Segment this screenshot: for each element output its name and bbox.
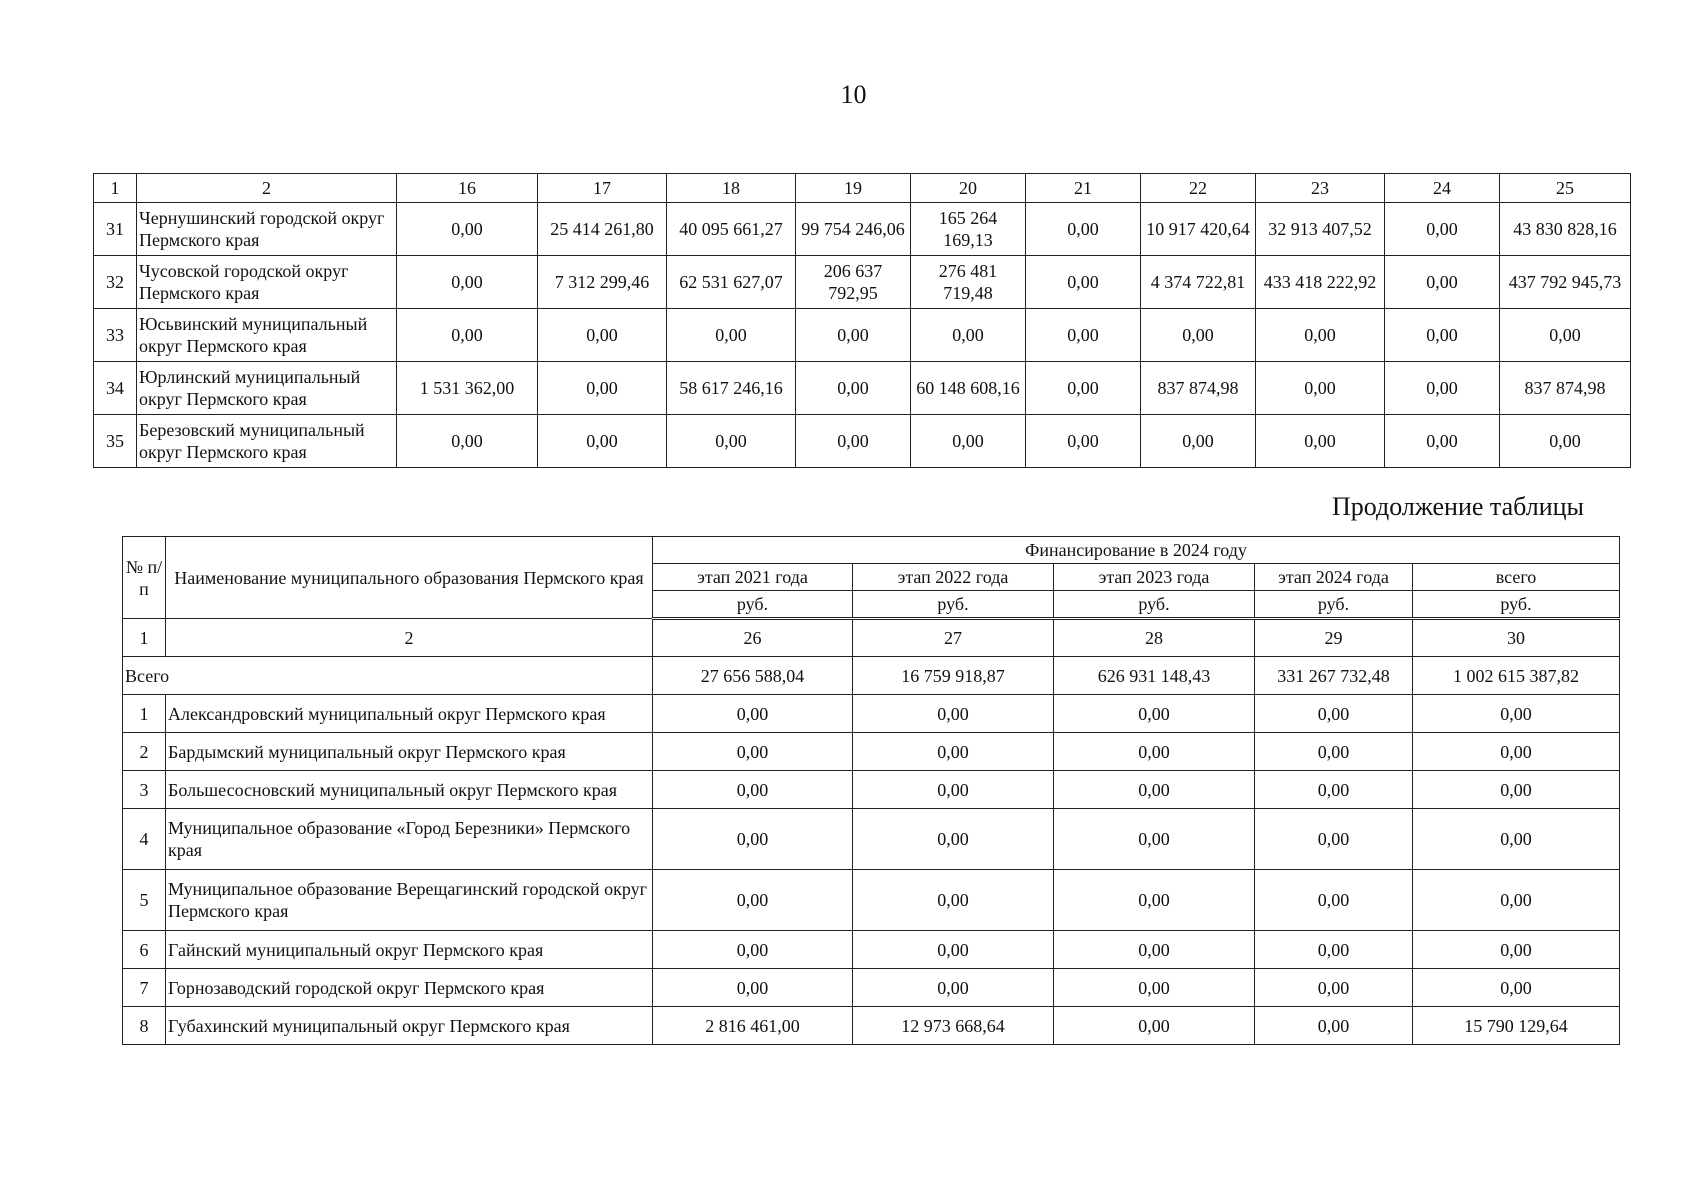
value-cell: 0,00	[1255, 733, 1413, 771]
row-number: 6	[123, 931, 166, 969]
row-number: 32	[94, 256, 137, 309]
value-cell: 0,00	[1413, 809, 1620, 870]
value-cell: 0,00	[1413, 931, 1620, 969]
value-cell: 0,00	[1413, 733, 1620, 771]
table-row	[123, 695, 1620, 733]
row-number: 7	[123, 969, 166, 1007]
value-cell: 0,00	[1255, 931, 1413, 969]
value-cell: 4 374 722,81	[1141, 256, 1256, 309]
column-index: 24	[1385, 174, 1500, 203]
stage-header: этап 2023 года	[1054, 564, 1255, 591]
value-cell: 206 637 792,95	[796, 256, 911, 309]
value-cell: 0,00	[1413, 695, 1620, 733]
municipality-name: Муниципальное образование Верещагинский городской округ Пермского края	[166, 870, 653, 931]
value-cell: 0,00	[911, 415, 1026, 468]
value-cell: 0,00	[1385, 362, 1500, 415]
municipality-name: Александровский муниципальный округ Пермского края	[166, 695, 653, 733]
value-cell: 0,00	[1026, 309, 1141, 362]
index-row	[123, 619, 1620, 657]
unit-label: руб.	[1413, 591, 1620, 619]
value-cell: 0,00	[397, 256, 538, 309]
value-cell: 0,00	[653, 733, 853, 771]
value-cell: 0,00	[1500, 309, 1631, 362]
value-cell: 0,00	[853, 969, 1054, 1007]
value-cell: 0,00	[538, 415, 667, 468]
value-cell: 0,00	[1385, 309, 1500, 362]
value-cell: 0,00	[853, 733, 1054, 771]
value-cell: 0,00	[1054, 809, 1255, 870]
column-header-name: Наименование муниципального образования Пермского края	[166, 537, 653, 619]
column-index: 2	[137, 174, 397, 203]
municipality-name: Большесосновский муниципальный округ Пермского края	[166, 771, 653, 809]
value-cell: 25 414 261,80	[538, 203, 667, 256]
column-index: 29	[1255, 619, 1413, 657]
row-number: 5	[123, 870, 166, 931]
value-cell: 0,00	[796, 362, 911, 415]
value-cell: 0,00	[1255, 1007, 1413, 1045]
value-cell: 0,00	[1413, 870, 1620, 931]
value-cell: 0,00	[1255, 969, 1413, 1007]
value-cell: 0,00	[653, 870, 853, 931]
value-cell: 0,00	[653, 969, 853, 1007]
column-index: 1	[123, 619, 166, 657]
value-cell: 837 874,98	[1141, 362, 1256, 415]
value-cell: 0,00	[1385, 256, 1500, 309]
value-cell: 0,00	[853, 809, 1054, 870]
unit-label: руб.	[1054, 591, 1255, 619]
table-row	[94, 256, 1631, 309]
value-cell: 0,00	[1054, 695, 1255, 733]
table-row	[123, 771, 1620, 809]
value-cell: 0,00	[1385, 203, 1500, 256]
column-index: 23	[1256, 174, 1385, 203]
value-cell: 0,00	[397, 415, 538, 468]
table-row	[123, 733, 1620, 771]
stage-header: всего	[1413, 564, 1620, 591]
value-cell: 0,00	[1256, 362, 1385, 415]
stage-header: этап 2021 года	[653, 564, 853, 591]
column-index: 21	[1026, 174, 1141, 203]
stage-header: этап 2022 года	[853, 564, 1054, 591]
value-cell: 58 617 246,16	[667, 362, 796, 415]
column-index: 22	[1141, 174, 1256, 203]
value-cell: 0,00	[1413, 771, 1620, 809]
table-row	[94, 309, 1631, 362]
table-row	[94, 203, 1631, 256]
total-value: 626 931 148,43	[1054, 657, 1255, 695]
value-cell: 0,00	[1500, 415, 1631, 468]
value-cell: 0,00	[1026, 203, 1141, 256]
unit-label: руб.	[853, 591, 1054, 619]
value-cell: 437 792 945,73	[1500, 256, 1631, 309]
value-cell: 0,00	[1256, 309, 1385, 362]
row-number: 31	[94, 203, 137, 256]
value-cell: 43 830 828,16	[1500, 203, 1631, 256]
value-cell: 0,00	[667, 309, 796, 362]
table-row	[94, 362, 1631, 415]
column-index: 27	[853, 619, 1054, 657]
value-cell: 32 913 407,52	[1256, 203, 1385, 256]
total-row	[123, 657, 1620, 695]
value-cell: 10 917 420,64	[1141, 203, 1256, 256]
row-number: 35	[94, 415, 137, 468]
column-index: 16	[397, 174, 538, 203]
value-cell: 0,00	[1026, 415, 1141, 468]
column-index: 2	[166, 619, 653, 657]
value-cell: 0,00	[1255, 771, 1413, 809]
value-cell: 0,00	[1255, 695, 1413, 733]
value-cell: 0,00	[1141, 309, 1256, 362]
column-header-num: № п/п	[123, 537, 166, 619]
row-number: 8	[123, 1007, 166, 1045]
value-cell: 0,00	[1054, 733, 1255, 771]
row-number: 2	[123, 733, 166, 771]
page-number: 10	[840, 80, 867, 109]
table-row	[94, 415, 1631, 468]
value-cell: 433 418 222,92	[1256, 256, 1385, 309]
value-cell: 0,00	[1026, 362, 1141, 415]
top-table	[93, 173, 1631, 468]
total-value: 16 759 918,87	[853, 657, 1054, 695]
municipality-name: Гайнский муниципальный округ Пермского края	[166, 931, 653, 969]
value-cell: 0,00	[1255, 809, 1413, 870]
value-cell: 40 095 661,27	[667, 203, 796, 256]
column-index: 25	[1500, 174, 1631, 203]
total-label: Всего	[123, 657, 653, 695]
value-cell: 0,00	[397, 309, 538, 362]
column-index: 17	[538, 174, 667, 203]
unit-label: руб.	[1255, 591, 1413, 619]
value-cell: 0,00	[653, 695, 853, 733]
municipality-name: Муниципальное образование «Город Березники» Пермского края	[166, 809, 653, 870]
table-row	[123, 931, 1620, 969]
table-row	[123, 809, 1620, 870]
value-cell: 62 531 627,07	[667, 256, 796, 309]
value-cell: 15 790 129,64	[1413, 1007, 1620, 1045]
column-index: 19	[796, 174, 911, 203]
value-cell: 0,00	[1054, 771, 1255, 809]
column-index: 18	[667, 174, 796, 203]
value-cell: 0,00	[1054, 931, 1255, 969]
value-cell: 60 148 608,16	[911, 362, 1026, 415]
value-cell: 0,00	[853, 771, 1054, 809]
continuation-title: Продолжение таблицы	[1332, 492, 1584, 521]
value-cell: 0,00	[853, 870, 1054, 931]
value-cell: 7 312 299,46	[538, 256, 667, 309]
column-index: 30	[1413, 619, 1620, 657]
table-row	[123, 969, 1620, 1007]
stage-header: этап 2024 года	[1255, 564, 1413, 591]
value-cell: 837 874,98	[1500, 362, 1631, 415]
value-cell: 0,00	[853, 931, 1054, 969]
group-header: Финансирование в 2024 году	[653, 537, 1620, 564]
municipality-name: Чусовской городской округ Пермского края	[137, 256, 397, 309]
value-cell: 0,00	[667, 415, 796, 468]
value-cell: 0,00	[1413, 969, 1620, 1007]
unit-label: руб.	[653, 591, 853, 619]
column-index: 28	[1054, 619, 1255, 657]
municipality-name: Юсьвинский муниципальный округ Пермского края	[137, 309, 397, 362]
value-cell: 99 754 246,06	[796, 203, 911, 256]
municipality-name: Горнозаводский городской округ Пермского края	[166, 969, 653, 1007]
value-cell: 12 973 668,64	[853, 1007, 1054, 1045]
value-cell: 0,00	[1256, 415, 1385, 468]
total-value: 27 656 588,04	[653, 657, 853, 695]
column-index: 20	[911, 174, 1026, 203]
value-cell: 0,00	[1054, 969, 1255, 1007]
table-row	[123, 1007, 1620, 1045]
municipality-name: Губахинский муниципальный округ Пермского края	[166, 1007, 653, 1045]
value-cell: 0,00	[397, 203, 538, 256]
value-cell: 0,00	[853, 695, 1054, 733]
municipality-name: Березовский муниципальный округ Пермского края	[137, 415, 397, 468]
row-number: 34	[94, 362, 137, 415]
value-cell: 0,00	[1026, 256, 1141, 309]
value-cell: 0,00	[1385, 415, 1500, 468]
header-row	[94, 174, 1631, 203]
value-cell: 0,00	[796, 309, 911, 362]
value-cell: 0,00	[538, 309, 667, 362]
value-cell: 2 816 461,00	[653, 1007, 853, 1045]
table-row	[123, 870, 1620, 931]
column-index: 26	[653, 619, 853, 657]
value-cell: 0,00	[911, 309, 1026, 362]
column-index: 1	[94, 174, 137, 203]
row-number: 33	[94, 309, 137, 362]
row-number: 1	[123, 695, 166, 733]
value-cell: 165 264 169,13	[911, 203, 1026, 256]
total-value: 1 002 615 387,82	[1413, 657, 1620, 695]
value-cell: 0,00	[1054, 1007, 1255, 1045]
value-cell: 0,00	[1141, 415, 1256, 468]
row-number: 4	[123, 809, 166, 870]
municipality-name: Юрлинский муниципальный округ Пермского края	[137, 362, 397, 415]
bottom-table	[122, 536, 1620, 1045]
total-value: 331 267 732,48	[1255, 657, 1413, 695]
value-cell: 0,00	[653, 931, 853, 969]
value-cell: 0,00	[538, 362, 667, 415]
value-cell: 0,00	[653, 809, 853, 870]
municipality-name: Бардымский муниципальный округ Пермского края	[166, 733, 653, 771]
row-number: 3	[123, 771, 166, 809]
value-cell: 0,00	[1255, 870, 1413, 931]
value-cell: 276 481 719,48	[911, 256, 1026, 309]
value-cell: 0,00	[796, 415, 911, 468]
value-cell: 0,00	[653, 771, 853, 809]
value-cell: 0,00	[1054, 870, 1255, 931]
value-cell: 1 531 362,00	[397, 362, 538, 415]
municipality-name: Чернушинский городской округ Пермского края	[137, 203, 397, 256]
